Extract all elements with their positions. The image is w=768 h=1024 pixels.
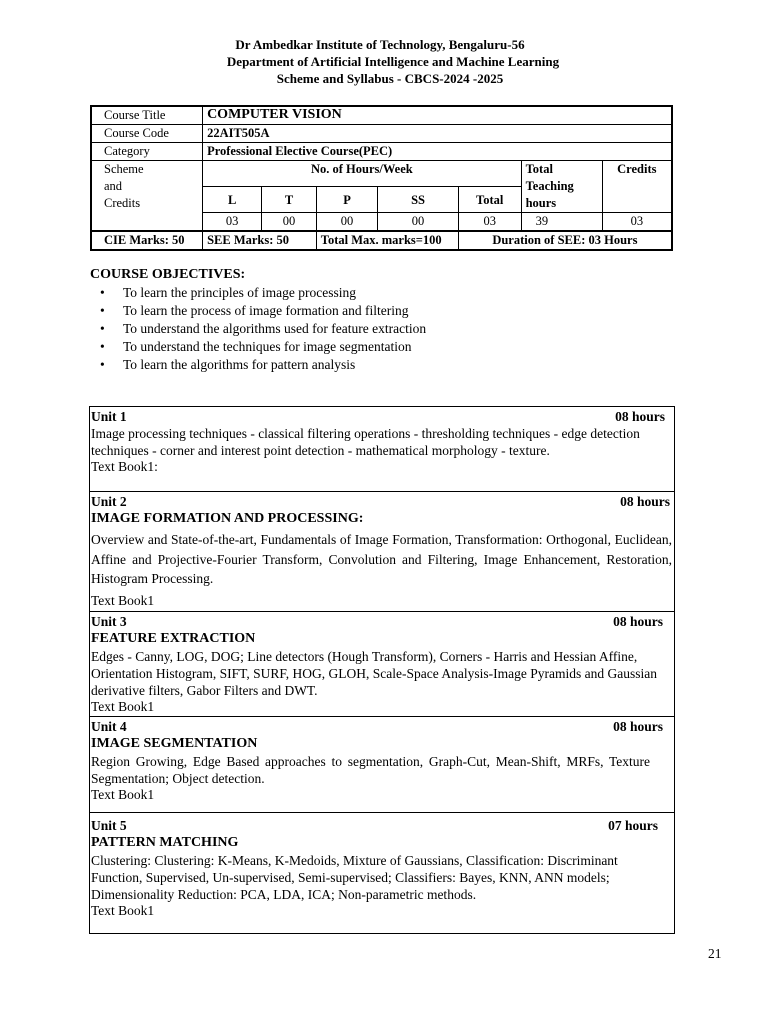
value-teaching-hours: 39: [521, 213, 602, 232]
bullet-icon: •: [100, 303, 105, 318]
bullet-icon: •: [100, 285, 105, 300]
see-marks: SEE Marks: 50: [203, 231, 317, 250]
category-label: Category: [91, 143, 203, 161]
course-title-label: Course Title: [91, 106, 203, 125]
unit-title: PATTERN MATCHING: [91, 835, 239, 850]
unit-header: [90, 717, 674, 735]
col-total-header: Total: [458, 187, 521, 213]
bullet-icon: •: [100, 321, 105, 336]
objectives-title: COURSE OBJECTIVES:: [90, 267, 246, 282]
col-l-header: L: [203, 187, 262, 213]
unit-hours: 08 hours: [620, 494, 670, 509]
objective-item: • To understand the techniques for image segmentation: [100, 339, 412, 354]
unit-content: Clustering: Clustering: K-Means, K-Medoids, Mixture of Gaussians, Classification: Discriminant Function, Supervised, Un-supervised, Semi-supervised; Classifiers: Bayes, KNN, ANN models; Dimensionality Reduction: PCA, LDA, ICA; Non-parametric methods.: [91, 853, 618, 902]
value-l: 03: [203, 213, 262, 232]
unit-title: IMAGE SEGMENTATION: [91, 736, 258, 751]
unit-header: [90, 612, 674, 630]
see-duration: Duration of SEE: 03 Hours: [458, 231, 672, 250]
category-value: Professional Elective Course(PEC): [203, 143, 672, 161]
course-code-value: 22AIT505A: [203, 125, 672, 143]
unit-content: Image processing techniques - classical filtering operations - thresholding techniques - edge detection techniques - corner and interest point detection - mathematical morphology - texture.: [91, 426, 640, 458]
unit-header: [90, 492, 674, 510]
unit-content: Overview and State-of-the-art, Fundamentals of Image Formation, Transformation: Orthogonal, Euclidean, Affine and Projective-Fourier Transform, Convolution and Filtering, Image Enhancement, Restoration, Histogram Processing.: [91, 532, 672, 586]
unit-content: Region Growing, Edge Based approaches to segmentation, Graph-Cut, Mean-Shift, MRFs, Texture Segmentation; Object detection.: [91, 754, 650, 786]
page-number: 21: [708, 946, 722, 961]
unit-label: Unit 4: [91, 719, 127, 734]
course-info-table: [90, 105, 673, 251]
value-credits: 03: [602, 213, 672, 232]
credits-header: Credits: [602, 161, 672, 213]
col-p-header: P: [316, 187, 378, 213]
unit-content: Edges - Canny, LOG, DOG; Line detectors (Hough Transform), Corners - Harris and Hessian Affine, Orientation Histogram, SIFT, SURF, HOG, GLOH, Scale-Space Analysis-Image Pyramids and Gaussian derivative filters, Gabor Filters and DWT.: [91, 649, 657, 698]
col-t-header: T: [262, 187, 317, 213]
objectives-list: [90, 284, 690, 374]
scheme-title: Scheme and Syllabus - CBCS-2024 -2025: [276, 71, 504, 86]
scheme-label-line3: Credits: [104, 196, 141, 210]
unit-4: [90, 717, 674, 813]
objective-item: • To learn the process of image formation and filtering: [100, 303, 409, 318]
unit-label: Unit 3: [91, 614, 127, 629]
objective-item: • To understand the algorithms used for feature extraction: [100, 321, 427, 336]
course-title-value: COMPUTER VISION: [203, 106, 672, 125]
objective-item: • To learn the principles of image processing: [100, 285, 356, 300]
department-name: Department of Artificial Intelligence and Machine Learning: [226, 54, 560, 69]
bullet-icon: •: [100, 357, 105, 372]
document-header: [0, 36, 768, 87]
scheme-credits-label: [91, 161, 203, 232]
unit-1: [90, 407, 674, 492]
unit-textbook: Text Book1: [91, 903, 155, 918]
value-total: 03: [458, 213, 521, 232]
total-max-marks: Total Max. marks=100: [316, 231, 458, 250]
unit-hours: 07 hours: [608, 818, 658, 833]
scheme-label-line1: Scheme: [104, 162, 144, 176]
cie-marks: CIE Marks: 50: [91, 231, 203, 250]
unit-textbook: Text Book1: [91, 592, 155, 608]
unit-label: Unit 5: [91, 818, 127, 833]
unit-3: [90, 612, 674, 717]
total-teaching-hours-header: [521, 161, 602, 213]
unit-label: Unit 1: [91, 409, 127, 424]
units-table: [89, 406, 675, 934]
total-teaching-line1: Total: [525, 162, 553, 176]
col-ss-header: SS: [378, 187, 458, 213]
unit-title: IMAGE FORMATION AND PROCESSING:: [91, 511, 364, 526]
unit-header: [90, 407, 674, 425]
unit-2: [90, 492, 674, 612]
unit-hours: 08 hours: [613, 719, 663, 734]
hours-per-week-header: No. of Hours/Week: [203, 161, 522, 187]
unit-textbook: Text Book1:: [91, 459, 158, 474]
unit-textbook: Text Book1: [91, 787, 155, 802]
unit-title: FEATURE EXTRACTION: [91, 631, 256, 646]
unit-hours: 08 hours: [615, 409, 665, 424]
unit-label: Unit 2: [91, 494, 127, 509]
value-t: 00: [262, 213, 317, 232]
unit-textbook: Text Book1: [91, 699, 155, 714]
objective-item: • To learn the algorithms for pattern analysis: [100, 357, 356, 372]
course-code-label: Course Code: [91, 125, 203, 143]
unit-hours: 08 hours: [613, 614, 663, 629]
scheme-label-line2: and: [104, 179, 123, 193]
unit-5: [90, 813, 674, 933]
total-teaching-line2: Teaching: [525, 179, 574, 193]
course-objectives: [90, 266, 690, 374]
institute-name: Dr Ambedkar Institute of Technology, Bengaluru-56: [235, 37, 525, 52]
unit-header: [90, 813, 674, 834]
bullet-icon: •: [100, 339, 105, 354]
value-p: 00: [316, 213, 378, 232]
value-ss: 00: [378, 213, 458, 232]
total-teaching-line3: hours: [525, 196, 557, 210]
